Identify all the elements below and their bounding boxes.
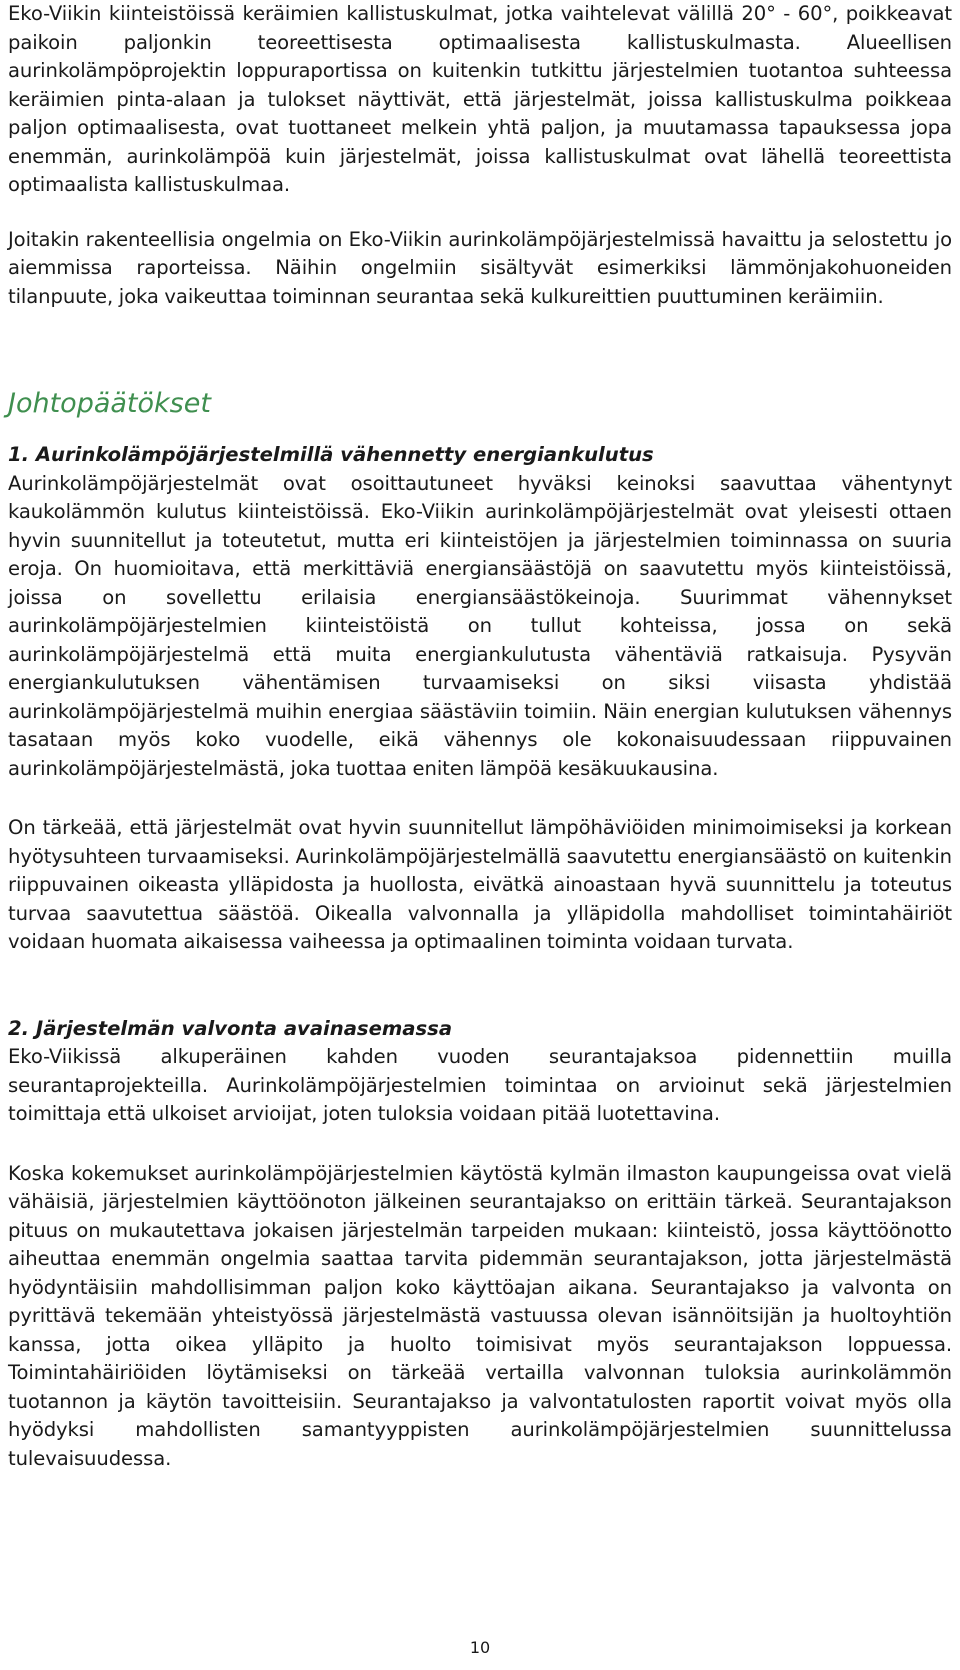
body-paragraph-collector-angles: Eko-Viikin kiinteistöissä keräimien kallistuskulmat, jotka vaihtelevat välillä 20° - 60°, poikkeavat paikoin paljonkin teoreettisesta optimaalisesta kallistuskulmasta. Alueellisen aurinkolämpöprojektin loppuraportissa on kuitenkin tutkittu järjestelmien tuotantoa suhteessa keräimien pinta-alaan ja tulokset näyttivät, että järjestelmät, joissa kallistuskulma poikkeaa paljon optimaalisesta, ovat tuottaneet melkein yhtä paljon, ja muutamassa tapauksessa jopa enemmän, aurinkolämpöä kuin järjestelmät, joissa kallistuskulmat ovat lähellä teoreettista optimaalista kallistuskulmaa. [8,2,952,196]
body-paragraph-cold-climate-experience: Koska kokemukset aurinkolämpöjärjestelmien käytöstä kylmän ilmaston kaupungeissa ovat vielä vähäisiä, järjestelmien käyttöönoton jälkeinen seurantajakso on erittäin tärkeä. Seurantajakson pituus on mukautettava jokaisen järjestelmän tarpeiden mukaan: kiinteistö, jossa käyttöönotto aiheuttaa enemmän ongelmia saattaa tarvita pidemmän seurantajakson, jotta järjestelmästä hyödyntäisiin mahdollisimman paljon koko käyttöajan aikana. Seurantajakso ja valvonta on pyrittävä tekemään yhteistyössä järjestelmästä vastuussa olevan isännöitsijän ja huoltoyhtiön kanssa, jotta oikea ylläpito ja huolto toimisivat myös seurantajakson loppuessa. Toimintahäiriöiden löytämiseksi on tärkeää vertailla valvonnan tuloksia aurinkolämmön tuotannon ja käytön tavoitteisiin. Seurantajakso ja valvontatulosten raportit voivat myös olla hyödyksi mahdollisten samantyyppisten aurinkolämpöjärjestelmien suunnittelussa tulevaisuudessa. [8,1161,952,1470]
spacer [8,421,952,441]
body-paragraph-structural-problems: Joitakin rakenteellisia ongelmia on Eko-Viikin aurinkolämpöjärjestelmissä havaittu ja selostettu jo aiemmissa raporteissa. Näihin ongelmiin sisältyvät esimerkiksi lämmönjakohuoneiden tilanpuute, joka vaikeuttaa toiminnan seurantaa sekä kulkureittien puuttuminen keräimiin. [8,227,952,308]
page-number: 10 [469,1638,491,1657]
subheading-system-monitoring: 2. Järjestelmän valvonta avainasemassa [8,1016,453,1040]
section-title: Johtopäätökset [8,388,211,419]
spacer [8,957,952,1015]
document-page [8,0,952,1473]
spacer [8,200,952,226]
spacer [8,783,952,814]
spacer [8,1129,952,1160]
body-paragraph-monitoring-period: Eko-Viikissä alkuperäinen kahden vuoden seurantajaksoa pidennettiin muilla seurantaprojekteilla. Aurinkolämpöjärjestelmien toimintaa on arvioinut sekä järjestelmien toimittaja että ulkoiset arvioijat, joten tuloksia voidaan pitää luotettavina. [8,1045,952,1125]
subheading-energy-reduction: 1. Aurinkolämpöjärjestelmillä vähennetty energiankulutus [8,443,654,466]
body-paragraph-design-importance: On tärkeää, että järjestelmät ovat hyvin suunnitellut lämpöhäviöiden minimoimiseksi ja korkean hyötysuhteen turvaamiseksi. Aurinkolämpöjärjestelmällä saavutettu energiansäästö on kuitenkin riippuvainen oikeasta ylläpidosta ja huollosta, eivätkä ainoastaan hyvä suunnittelu ja toteutus turvaa saavutettua säästöä. Oikealla valvonnalla ja ylläpidolla mahdolliset toimintahäiriöt voidaan huomata aikaisessa vaiheessa ja optimaalinen toiminta voidaan turvata. [8,816,952,953]
spacer [8,311,952,387]
body-paragraph-energy-reduction: Aurinkolämpöjärjestelmät ovat osoittautuneet hyväksi keinoksi saavuttaa vähentynyt kaukolämmön kulutus kiinteistöissä. Eko-Viikin aurinkolämpöjärjestelmät ovat yleisesti ottaen hyvin suunnitellut ja toteutetut, mutta eri kiinteistöjen ja järjestelmien toiminnassa on suuria eroja. On huomioitava, että merkittäviä energiansäästöjä on saavutettu myös kiinteistöissä, joissa on sovellettu erilaisia energiansäästökeinoja. Suurimmat vähennykset aurinkolämpöjärjestelmien kiinteistöistä on tullut kohteissa, jossa on sekä aurinkolämpöjärjestelmä että muita energiankulutusta vähentäviä ratkaisuja. Pysyvän energiankulutuksen vähentämisen turvaamiseksi on siksi viisasta yhdistää aurinkolämpöjärjestelmä muihin energiaa säästäviin toimiin. Näin energian kulutuksen vähennys tasataan myös koko vuodelle, eikä vähennys ole kokonaisuudessaan riippuvainen aurinkolämpöjärjestelmästä, joka tuottaa eniten lämpöä kesäkuukausina. [8,471,952,780]
